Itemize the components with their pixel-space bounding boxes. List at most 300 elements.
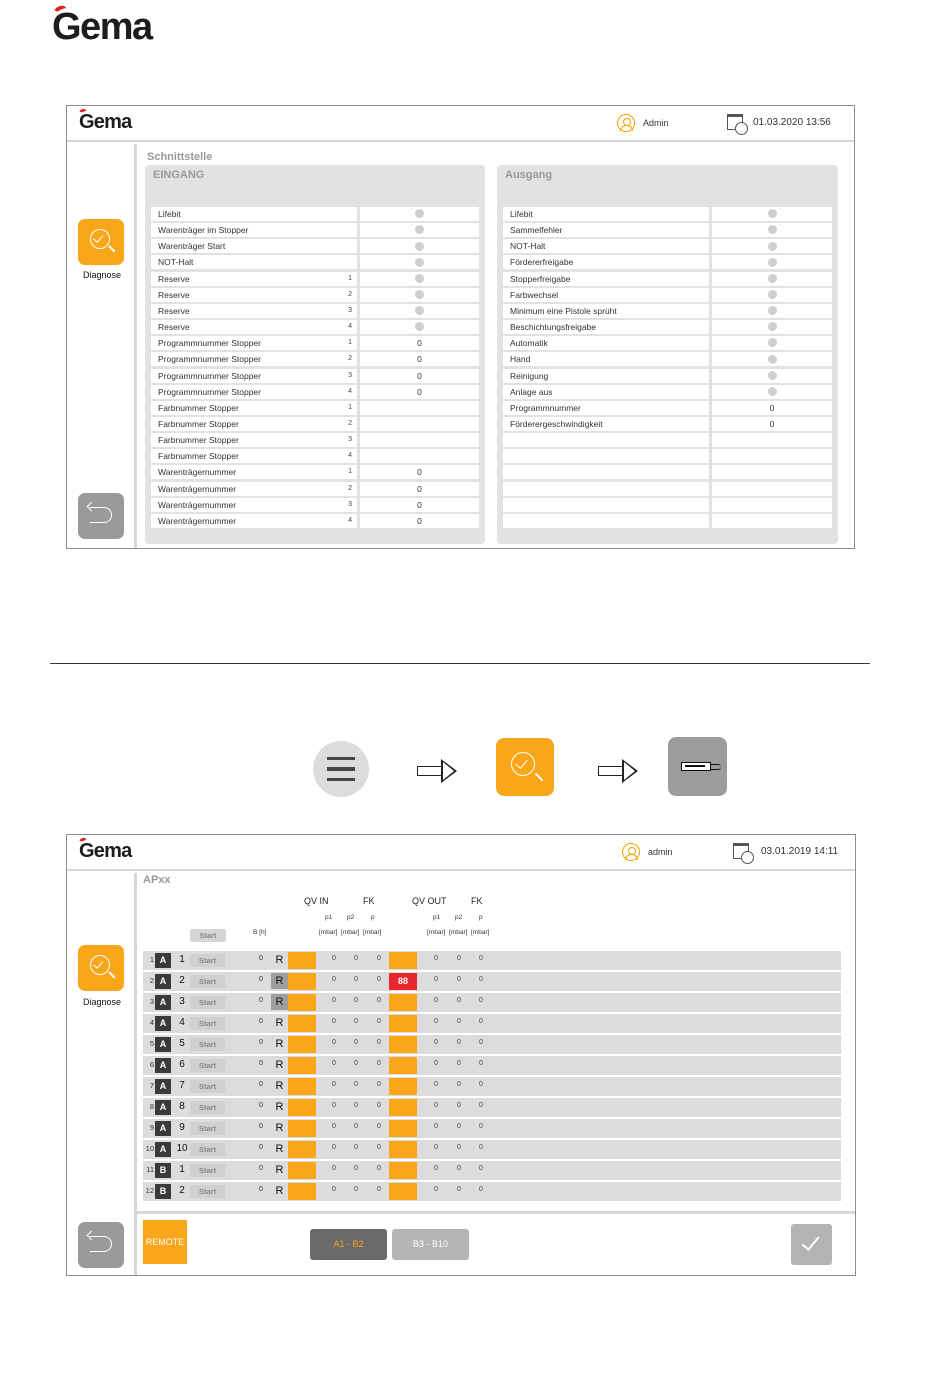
status-led-icon [415, 225, 424, 234]
status-led-icon [415, 290, 424, 299]
output-row [503, 417, 832, 431]
reset-button[interactable]: R [275, 1185, 284, 1197]
gun-start-button[interactable]: Start [190, 1164, 225, 1177]
gun-start-button[interactable]: Start [190, 1185, 225, 1198]
input-signal-index: 1 [348, 468, 352, 476]
qv-out-p-value: 0 [479, 1186, 483, 1193]
operating-hours: 0 [259, 997, 263, 1004]
status-led-icon [415, 274, 424, 283]
input-signal-name [151, 336, 357, 350]
qv-out-p-value: 0 [479, 1144, 483, 1151]
screen-header [67, 106, 854, 142]
back-button[interactable] [78, 493, 124, 539]
input-row [151, 433, 479, 447]
gun-group-badge: A [155, 1016, 171, 1031]
input-signal-value [360, 417, 479, 431]
qv-in-p2-value: 0 [354, 1123, 358, 1130]
output-signal-name [503, 514, 709, 528]
input-signal-index: 1 [348, 339, 352, 347]
reset-button[interactable]: R [275, 1143, 284, 1155]
input-row [151, 272, 479, 286]
gun-group-badge: A [155, 1037, 171, 1052]
input-signal-label: Farbnummer Stopper [158, 402, 239, 413]
input-signal-value [360, 255, 479, 269]
fk-status [389, 1057, 417, 1074]
fk-status [389, 1183, 417, 1200]
status-led-icon [768, 387, 777, 396]
input-value-text: 0 [417, 483, 422, 494]
qv-out-p2-value: 0 [457, 1123, 461, 1130]
output-signal-value [712, 223, 832, 237]
input-signal-value [360, 514, 479, 528]
screen-header [67, 835, 855, 871]
qv-in-p2-value: 0 [354, 1102, 358, 1109]
table-row [143, 972, 841, 991]
qv-out-p2-value: 0 [457, 1186, 461, 1193]
input-signal-value [360, 207, 479, 221]
output-signal-name [503, 482, 709, 496]
qv-out-p-value: 0 [479, 955, 483, 962]
qv-out-p-value: 0 [479, 976, 483, 983]
operating-hours: 0 [259, 1018, 263, 1025]
input-value-text: 0 [417, 354, 422, 365]
output-signal-label: Fördererfreigabe [510, 257, 574, 268]
gun-group-badge: A [155, 974, 171, 989]
diagnose-button[interactable] [78, 219, 124, 265]
output-signal-label: Beschichtungsfreigabe [510, 322, 597, 333]
screen-logo [79, 840, 131, 863]
input-signal-index: 2 [348, 290, 352, 298]
qv-out-p-value: 0 [479, 1102, 483, 1109]
fk-status [389, 1162, 417, 1179]
operating-hours: 0 [259, 955, 263, 962]
output-signal-name [503, 336, 709, 350]
input-signal-value [360, 288, 479, 302]
remote-button[interactable]: REMOTE [143, 1220, 187, 1264]
output-panel [497, 165, 838, 544]
status-led-icon [768, 274, 777, 283]
output-signal-label: Farbwechsel [510, 289, 559, 300]
qv-out-p1-value: 0 [434, 1060, 438, 1067]
output-signal-name [503, 433, 709, 447]
qv-in-p2-value: 0 [354, 1165, 358, 1172]
qv-in-p-value: 0 [377, 1102, 381, 1109]
output-signal-name [503, 449, 709, 463]
status-led-icon [768, 242, 777, 251]
input-signal-index: 3 [348, 371, 352, 379]
qv-in-p1-value: 0 [332, 1123, 336, 1130]
header-in-unit-3: [mbar] [363, 929, 382, 936]
operating-hours: 0 [259, 1039, 263, 1046]
output-signal-label: Automatik [510, 338, 548, 349]
input-row [151, 465, 479, 479]
fk-status [389, 1141, 417, 1158]
output-signal-name [503, 465, 709, 479]
output-row [503, 336, 832, 350]
menu-button[interactable] [313, 741, 369, 797]
header-qv-out: QV OUT [412, 896, 447, 906]
output-value-text: 0 [769, 402, 775, 413]
gun-start-button[interactable]: Start [190, 996, 225, 1009]
qv-out-p2-value: 0 [457, 1060, 461, 1067]
start-all-button[interactable]: Start [190, 929, 226, 942]
input-signal-value [360, 498, 479, 512]
gun-device-icon [681, 762, 711, 771]
gun-number: 4 [179, 1017, 185, 1028]
qv-in-p1-value: 0 [332, 955, 336, 962]
input-row [151, 401, 479, 415]
output-signal-value [712, 465, 832, 479]
gun-start-button[interactable]: Start [190, 1017, 225, 1030]
output-signal-name [503, 288, 709, 302]
gun-number: 2 [179, 975, 185, 986]
input-row [151, 417, 479, 431]
status-led-icon [768, 338, 777, 347]
input-panel-title: EINGANG [153, 169, 205, 181]
input-signal-name [151, 417, 357, 431]
input-row [151, 449, 479, 463]
qv-out-p1-value: 0 [434, 1165, 438, 1172]
qv-in-p-value: 0 [377, 1081, 381, 1088]
input-signal-value [360, 449, 479, 463]
input-value-text: 0 [417, 515, 422, 526]
output-signal-name [503, 272, 709, 286]
output-signal-value [712, 433, 832, 447]
output-signal-name [503, 369, 709, 383]
table-row [143, 993, 841, 1012]
input-signal-label: Warenträger Start [158, 241, 226, 252]
output-panel-title: Ausgang [505, 169, 553, 181]
input-signal-name [151, 352, 357, 366]
header-in-p: p [371, 914, 375, 921]
page-title: APxx [143, 874, 171, 886]
range-b3-b10-button[interactable]: B3 - B10 [392, 1229, 469, 1260]
row-number: 9 [149, 1123, 154, 1132]
back-arrow-icon [90, 1236, 112, 1252]
output-signal-value [712, 272, 832, 286]
output-signal-value [712, 514, 832, 528]
input-signal-name [151, 482, 357, 496]
reset-button[interactable]: R [275, 1017, 284, 1029]
gun-start-button[interactable]: Start [190, 1101, 225, 1114]
status-led-icon [768, 355, 777, 364]
output-signal-label: Minimum eine Pistole sprüht [510, 305, 617, 316]
qv-out-p1-value: 0 [434, 976, 438, 983]
input-row [151, 482, 479, 496]
magnifier-handle [109, 971, 116, 978]
output-signal-value [712, 417, 832, 431]
input-value-text: 0 [417, 467, 422, 478]
diagnose-nav-button[interactable] [496, 738, 554, 796]
input-signal-label: Warenträgernummer [158, 499, 237, 510]
gun-diagnose-nav-button[interactable] [668, 737, 727, 796]
input-signal-name [151, 433, 357, 447]
output-signal-name [503, 417, 709, 431]
input-signal-index: 4 [348, 516, 352, 524]
qv-in-p-value: 0 [377, 976, 381, 983]
user-indicator[interactable] [622, 843, 673, 861]
input-row [151, 304, 479, 318]
output-signal-name [503, 498, 709, 512]
table-row [143, 951, 841, 970]
qv-in-p1-value: 0 [332, 1165, 336, 1172]
qv-in-p1-value: 0 [332, 1186, 336, 1193]
output-row [503, 304, 832, 318]
header-hours: B [h] [253, 929, 267, 936]
gun-start-button[interactable]: Start [190, 1122, 225, 1135]
status-led-icon [768, 290, 777, 299]
output-row [503, 465, 832, 479]
qv-in-p-value: 0 [377, 1123, 381, 1130]
status-led-icon [768, 306, 777, 315]
diagnose-button[interactable] [78, 945, 124, 991]
reset-button[interactable]: R [275, 1038, 284, 1050]
qv-out-p2-value: 0 [457, 997, 461, 1004]
input-signal-label: NOT-Halt [158, 257, 194, 268]
input-signal-index: 1 [348, 403, 352, 411]
qv-in-status [288, 1141, 316, 1158]
input-signal-label: Lifebit [158, 209, 181, 219]
input-signal-label: Warenträger im Stopper [158, 225, 249, 236]
qv-out-p1-value: 0 [434, 1123, 438, 1130]
qv-out-p2-value: 0 [457, 1102, 461, 1109]
input-signal-label: Programmnummer Stopper [158, 354, 261, 365]
fk-status [389, 1099, 417, 1116]
confirm-button[interactable] [791, 1224, 832, 1265]
fk-status [389, 1078, 417, 1095]
gun-start-button[interactable]: Start [190, 1143, 225, 1156]
magnifier-handle [535, 773, 543, 781]
qv-out-p2-value: 0 [457, 1144, 461, 1151]
header-out-unit-2: [mbar] [449, 929, 468, 936]
input-value-text: 0 [417, 499, 422, 510]
reset-button[interactable]: R [275, 1122, 284, 1134]
reset-button[interactable]: R [271, 973, 288, 989]
qv-in-status [288, 1162, 316, 1179]
qv-in-p1-value: 0 [332, 1144, 336, 1151]
qv-out-p2-value: 0 [457, 1039, 461, 1046]
gun-start-button[interactable]: Start [190, 1080, 225, 1093]
datetime-text: 01.03.2020 13:56 [753, 116, 831, 128]
status-led-icon [768, 322, 777, 331]
qv-in-p-value: 0 [377, 1018, 381, 1025]
input-signal-name [151, 239, 357, 253]
back-button[interactable] [78, 1222, 124, 1268]
qv-in-status [288, 1183, 316, 1200]
input-signal-label: Farbnummer Stopper [158, 435, 239, 446]
output-signal-name [503, 304, 709, 318]
status-led-icon [768, 209, 777, 218]
qv-in-p2-value: 0 [354, 976, 358, 983]
qv-in-p1-value: 0 [332, 997, 336, 1004]
output-signal-value [712, 255, 832, 269]
gun-start-button[interactable]: Start [190, 975, 225, 988]
screen-logo-text: Gema [79, 111, 132, 133]
reset-button[interactable]: R [275, 1080, 284, 1092]
qv-out-p-value: 0 [479, 997, 483, 1004]
table-row [143, 1140, 841, 1159]
gun-number: 7 [179, 1080, 185, 1091]
gun-number: 5 [179, 1038, 185, 1049]
header-in-unit-2: [mbar] [341, 929, 360, 936]
qv-in-status [288, 1036, 316, 1053]
output-signal-label: Programmnummer [510, 402, 581, 413]
qv-in-p2-value: 0 [354, 1018, 358, 1025]
reset-button[interactable]: R [275, 1164, 284, 1176]
header-in-p1: p1 [325, 914, 333, 921]
page-logo [52, 6, 152, 49]
gun-group-badge: A [155, 1142, 171, 1157]
output-row [503, 433, 832, 447]
output-signal-value [712, 352, 832, 366]
row-number: 1 [149, 955, 154, 964]
output-signal-value [712, 336, 832, 350]
user-icon [617, 114, 635, 132]
input-signal-label: Reserve [158, 273, 190, 284]
input-signal-index: 3 [348, 306, 352, 314]
input-row [151, 352, 479, 366]
qv-in-status [288, 1120, 316, 1137]
output-signal-value [712, 482, 832, 496]
input-signal-value [360, 465, 479, 479]
input-signal-value [360, 304, 479, 318]
gun-number: 2 [179, 1185, 185, 1196]
output-signal-name [503, 223, 709, 237]
input-signal-name [151, 401, 357, 415]
input-row [151, 239, 479, 253]
input-signal-value [360, 433, 479, 447]
qv-in-p2-value: 0 [354, 1081, 358, 1088]
output-signal-label: Reinigung [510, 370, 549, 381]
input-signal-name [151, 498, 357, 512]
row-number: 7 [149, 1081, 154, 1090]
gun-start-button[interactable]: Start [190, 1038, 225, 1051]
input-signal-label: Reserve [158, 289, 190, 300]
range-a1-b2-button[interactable]: A1 - B2 [310, 1229, 387, 1260]
table-row [143, 1056, 841, 1075]
gun-number: 10 [176, 1143, 188, 1154]
gun-number: 8 [179, 1101, 185, 1112]
qv-out-p2-value: 0 [457, 955, 461, 962]
header-fk-in: FK [363, 896, 375, 906]
gun-group-badge: B [155, 1184, 171, 1199]
input-signal-value [360, 352, 479, 366]
input-row [151, 498, 479, 512]
output-row [503, 498, 832, 512]
input-signal-value [360, 369, 479, 383]
output-signal-name [503, 320, 709, 334]
reset-button[interactable]: R [271, 994, 288, 1010]
output-row [503, 223, 832, 237]
input-signal-name [151, 514, 357, 528]
header-out-unit-1: [mbar] [427, 929, 446, 936]
input-signal-name [151, 369, 357, 383]
row-number: 4 [149, 1018, 154, 1027]
input-signal-index: 1 [348, 274, 352, 282]
input-signal-name [151, 385, 357, 399]
input-signal-name [151, 304, 357, 318]
input-row [151, 255, 479, 269]
qv-in-status [288, 1078, 316, 1095]
input-signal-label: Programmnummer Stopper [158, 370, 261, 381]
row-number: 10 [145, 1144, 154, 1153]
qv-out-p-value: 0 [479, 1018, 483, 1025]
reset-button[interactable]: R [275, 954, 284, 966]
qv-out-p2-value: 0 [457, 1165, 461, 1172]
qv-in-status [288, 1099, 316, 1116]
input-row [151, 385, 479, 399]
qv-in-p-value: 0 [377, 1060, 381, 1067]
qv-out-p2-value: 0 [457, 1081, 461, 1088]
header-qv-in: QV IN [304, 896, 329, 906]
fk-status [389, 1015, 417, 1032]
fk-status [389, 994, 417, 1011]
qv-in-p2-value: 0 [354, 1144, 358, 1151]
table-row [143, 1035, 841, 1054]
input-signal-index: 2 [348, 355, 352, 363]
table-row [143, 1098, 841, 1117]
qv-in-p1-value: 0 [332, 1018, 336, 1025]
qv-out-p1-value: 0 [434, 1039, 438, 1046]
operating-hours: 0 [259, 1081, 263, 1088]
gun-group-badge: A [155, 953, 171, 968]
output-signal-label: Anlage aus [510, 386, 553, 397]
screen-logo [79, 111, 131, 134]
output-signal-name [503, 352, 709, 366]
gun-number: 6 [179, 1059, 185, 1070]
gun-start-button[interactable]: Start [190, 954, 225, 967]
gun-tube-icon [711, 764, 721, 770]
input-signal-value [360, 385, 479, 399]
gun-start-button[interactable]: Start [190, 1059, 225, 1072]
gun-group-badge: B [155, 1163, 171, 1178]
input-signal-name [151, 207, 357, 221]
user-icon [622, 843, 640, 861]
arrow-right-icon [417, 759, 457, 783]
qv-out-p1-value: 0 [434, 1144, 438, 1151]
qv-in-p-value: 0 [377, 1144, 381, 1151]
reset-button[interactable]: R [275, 1101, 284, 1113]
checkmark-icon [802, 1232, 820, 1251]
input-signal-label: Warenträgernummer [158, 483, 237, 494]
header-in-p2: p2 [347, 914, 355, 921]
row-number: 12 [145, 1186, 154, 1195]
user-name: Admin [643, 118, 669, 128]
qv-in-p2-value: 0 [354, 1039, 358, 1046]
gun-group-badge: A [155, 1058, 171, 1073]
input-signal-label: Warenträgernummer [158, 467, 237, 478]
qv-in-p-value: 0 [377, 955, 381, 962]
qv-in-p2-value: 0 [354, 1060, 358, 1067]
qv-out-p1-value: 0 [434, 1102, 438, 1109]
output-signal-value [712, 369, 832, 383]
output-row [503, 482, 832, 496]
input-signal-label: Reserve [158, 305, 190, 316]
output-row [503, 401, 832, 415]
qv-in-p1-value: 0 [332, 1102, 336, 1109]
diagnose-label: Diagnose [82, 997, 122, 1007]
fk-status [389, 1036, 417, 1053]
output-value-text: 0 [769, 418, 775, 429]
footer-separator [137, 1211, 855, 1214]
table-row [143, 1077, 841, 1096]
qv-out-p-value: 0 [479, 1123, 483, 1130]
table-row [143, 1014, 841, 1033]
output-signal-label: Sammelfehler [510, 225, 563, 236]
output-signal-label: Lifebit [510, 209, 533, 219]
user-indicator[interactable] [617, 114, 669, 132]
reset-button[interactable]: R [275, 1059, 284, 1071]
